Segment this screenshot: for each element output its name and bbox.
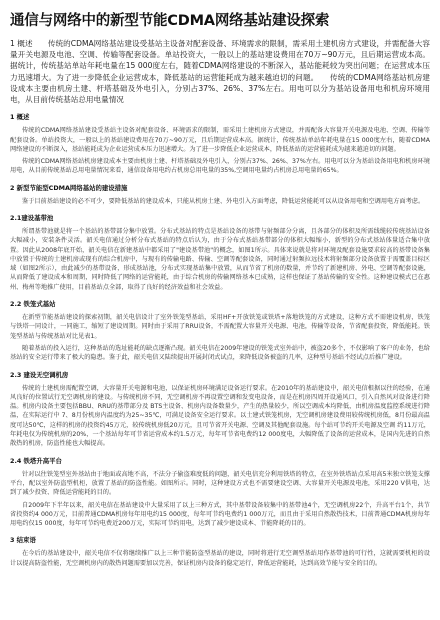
intro-paragraph: 1 概述 传统的CDMA网络基站建设受基站主设备对配套设备、环境需求的限制，需采用土建机房方式建设，并需配备大容量开关电源及电池、空调、传输等配套设备。单站投资大，一般以上的基站建设费用在70万~90万元，且后期运营成本高。据统计，传统基站单站年耗电量在15 000度左右，随着CDMA网络建设的不断深入，基站能耗较为突出问题；在运营成本压力迅速增大。为了进一步降低企业运营成本，降低基站的运营能耗成为越来越迫切的问题。 传统的CDMA网络基站机房建设成本主要由机房土建、杆塔基础及外电引入，分别占37%、26%、37%左右。用电可以分为基站设备用电和机房环境用电，从目前传统基站总用电量情况 xyxy=(10,39,430,105)
paragraph: 在今后的基站建设中，韶关电信不仅将继续推广以上三种节能防盗型基站的建设，同时将进行无空调型基站用作基带池的可行性，这就需要机柜的设计以提高防盗性能，无空调机房内的散热问题需要加以完善，保证机房内设备的稳定运行，降低运营能耗，达到高效节能与安全的目的。 xyxy=(10,550,430,567)
section-3 xyxy=(10,536,430,568)
section-2 xyxy=(10,184,430,206)
paragraph: 自2009年下半年以来，韶关电信在基站建设中大量采用了以上三种方式，其中基带设备较集中的基带池4个，无空调机房22个，升高平台1个，共节省投资约4 000万元，目前普通CDMA机房每年用电约15 000度，每年可节约电费约1 000万元，而且由于采用自然散热技术，目前普通CDMA机房每年用电约仅15 000度，每年可节约电费近200万元，实际可节约用电，达到了减少建设成本、节能降耗的目的。 xyxy=(10,501,430,528)
section-heading: 2.3 建设无空调机房 xyxy=(10,370,69,379)
paragraph: 在新型节能基站建设的探索初期，韶关电信设计了室外铁笼型基站，采用HF+开放铁笼或铁塔+落地铁笼的方式建设，这种方式不需建设机房，铁笼与铁塔一同设计，一同施工，缩短了建设周期。同时由于采用了RRU设备，不需配置大容量开关电源、电池，传输等设备，节省配套投资，降低能耗。铁笼型基站与传统基站对比见表1。 xyxy=(10,314,430,340)
section-1 xyxy=(10,113,430,175)
section-heading: 3 结束语 xyxy=(10,536,36,545)
paragraph: 随着基站的投入运行，这种基站的选址能耗的缺点逐渐凸现。韶关电信在2009年建设的铁笼式室外站中，被盗20多个，不仅影响了客户的业务，也给基站的安全运行带来了极大的隐患。鉴于此，韶关电信又陆续提出开展封闭式试点，来降低设备被盗的几率，这种型号基站不经试点后推广建设。 xyxy=(10,344,430,362)
paragraph: 传统的CDMA网络基站机房建设成本主要由机房土建、杆塔基础及外电引入，分别占37%、26%、37%左右。用电可以分为基站设备用电和机房环境用电，从目前传统基站总用电量情况来看，通信设备用电约占机房总用电量的35%,空调用电量约占机房总用电量的65%。 xyxy=(10,158,430,175)
paragraph: 鉴于目前基站建设的必不可少，要降低基站的建设成本，只能从机房土建、外电引入方面考虑，降低运营能耗可以从设备用电和空调用电方面考虑。 xyxy=(22,197,425,205)
section-heading: 2.4 铁塔升高平台 xyxy=(10,456,62,465)
section-heading: 1 概述 xyxy=(10,113,30,122)
paragraph: 传统的CDMA网络基站建设受基站主设备对配套设备、环境需求的限制，需采用土建机房方式建设，并需配备大容量开关电源及电池、空调、传输等配套设备。单站投资大，一般以上的基站建设费用在70万~90万元，且后期运营成本高。据统计，传统基站单站年耗电量在15 000度左右，随着CDMA网络建设的不断深入，基站能耗成为企业运营成本压力迅速增大。为了进一步降低企业运营成本，降低基站的运营能耗成为越来越迫切的问题。 xyxy=(10,127,430,153)
paragraph: 所谓基带池就是将一个基站的基带部分集中放置。分布式基站的特点是基站设备的基带与射频部分分离，且各部分的体积及所需线缆较传统基站设备大幅减小，安装条件灵活。韶关电信通过分析分布式基站的特点后认为，由于分布式基站基带部分的体积大幅缩小，新型的分布式基站体量适合集中放置。因此从2008年底开始，韶关电信在新建基站中都采用了"建设基带池"的概念，如图1所示。具体来说就是将对环境及配套设施要求较高的基带设备集中放置于传统的土建机房或现有的综合机房中，与现有的传输电路、传输、空调等配套设备，同时通过射频拉远技术将射频部分设备放置于需覆盖目标区域（如图2所示），由此减少的基带设备，形成基站池，分布式实现基站集中放置，从而节省了机房的数量，并节约了新建机房、外电、空调等配套设施，从而降低了建设成本和周期，同时降低了网络的运营能耗，由于综合机房的传输网络基本已成熟，这样也保证了基站传输的安全性。这种建设模式已在惠州、梅州等地推广使用，目前基站点全部，取得了良好的经济效益和社会效益。 xyxy=(10,228,430,291)
section-heading: 2.1建设基带池 xyxy=(10,214,54,222)
section-2-4 xyxy=(10,457,430,529)
section-2-1 xyxy=(10,214,430,292)
paragraph: 传统的土建机房需配置空调，大容量开关电源和电池，以保证机房环境满足设备运行要求。在2010年的基站建设中，韶关电信根据以往的经验，在通风良好的位置试行无空调机房的建设。与传统机房不同，无空调机房不再设置空调和发变电设备，而是在机房四周开设通风口，引入自然风对设备进行降温。机房内设备主要包括BBU、RRU的基带部分及 BTS主设备、机房内设备数量少，产生的热量较少，所以空调成本均降低，由机房温度监控系统进行降温，在实际运行中 7、8月份机房内温度约为25~35℃，可满足设备安全运行要求。以土建式铁笼机房，无空调机房建设费用较传统机房低，8月份最高温度可达50℃，这样的机房的投资约45万元，较传统机房低20万元，且可节省开关电源、空调及其他配套设施。每个站可节约开关电源及空调 约11万元，年耗电仅为传统机房的20%，一个基站每年可节省运营成本约1.5万元，每年可节省电费约12 000度电，大幅降低了设备的运营成本，是国内先进的自然散热的机房，防盗性能也大幅提高。 xyxy=(10,384,430,448)
paragraph: 针对以往铁笼型室外基站由于地面或高地不高，不法分子偷盗难度低的问题，韶关电信充分利用铁塔的特点，在室外铁塔站点采用高5米独立铁笼支撑平台，配以室外防盗型机柜，放置了基站的防盗性能。如图所示。同时，这种建设方式也不需要建设空调、大容量开关电源及电池，采用220 V供电，达到了减少投资、降低运营能耗的目的。 xyxy=(10,470,430,497)
page-title: 通信与网络中的新型节能CDMA网络基站建设探索 xyxy=(10,13,330,29)
section-2-2 xyxy=(10,300,430,362)
section-2-3 xyxy=(10,371,430,449)
section-heading: 2 新型节能型CDMA网络基站的建设措施 xyxy=(10,183,128,192)
section-heading: 2.2 铁笼式基站 xyxy=(10,300,56,309)
